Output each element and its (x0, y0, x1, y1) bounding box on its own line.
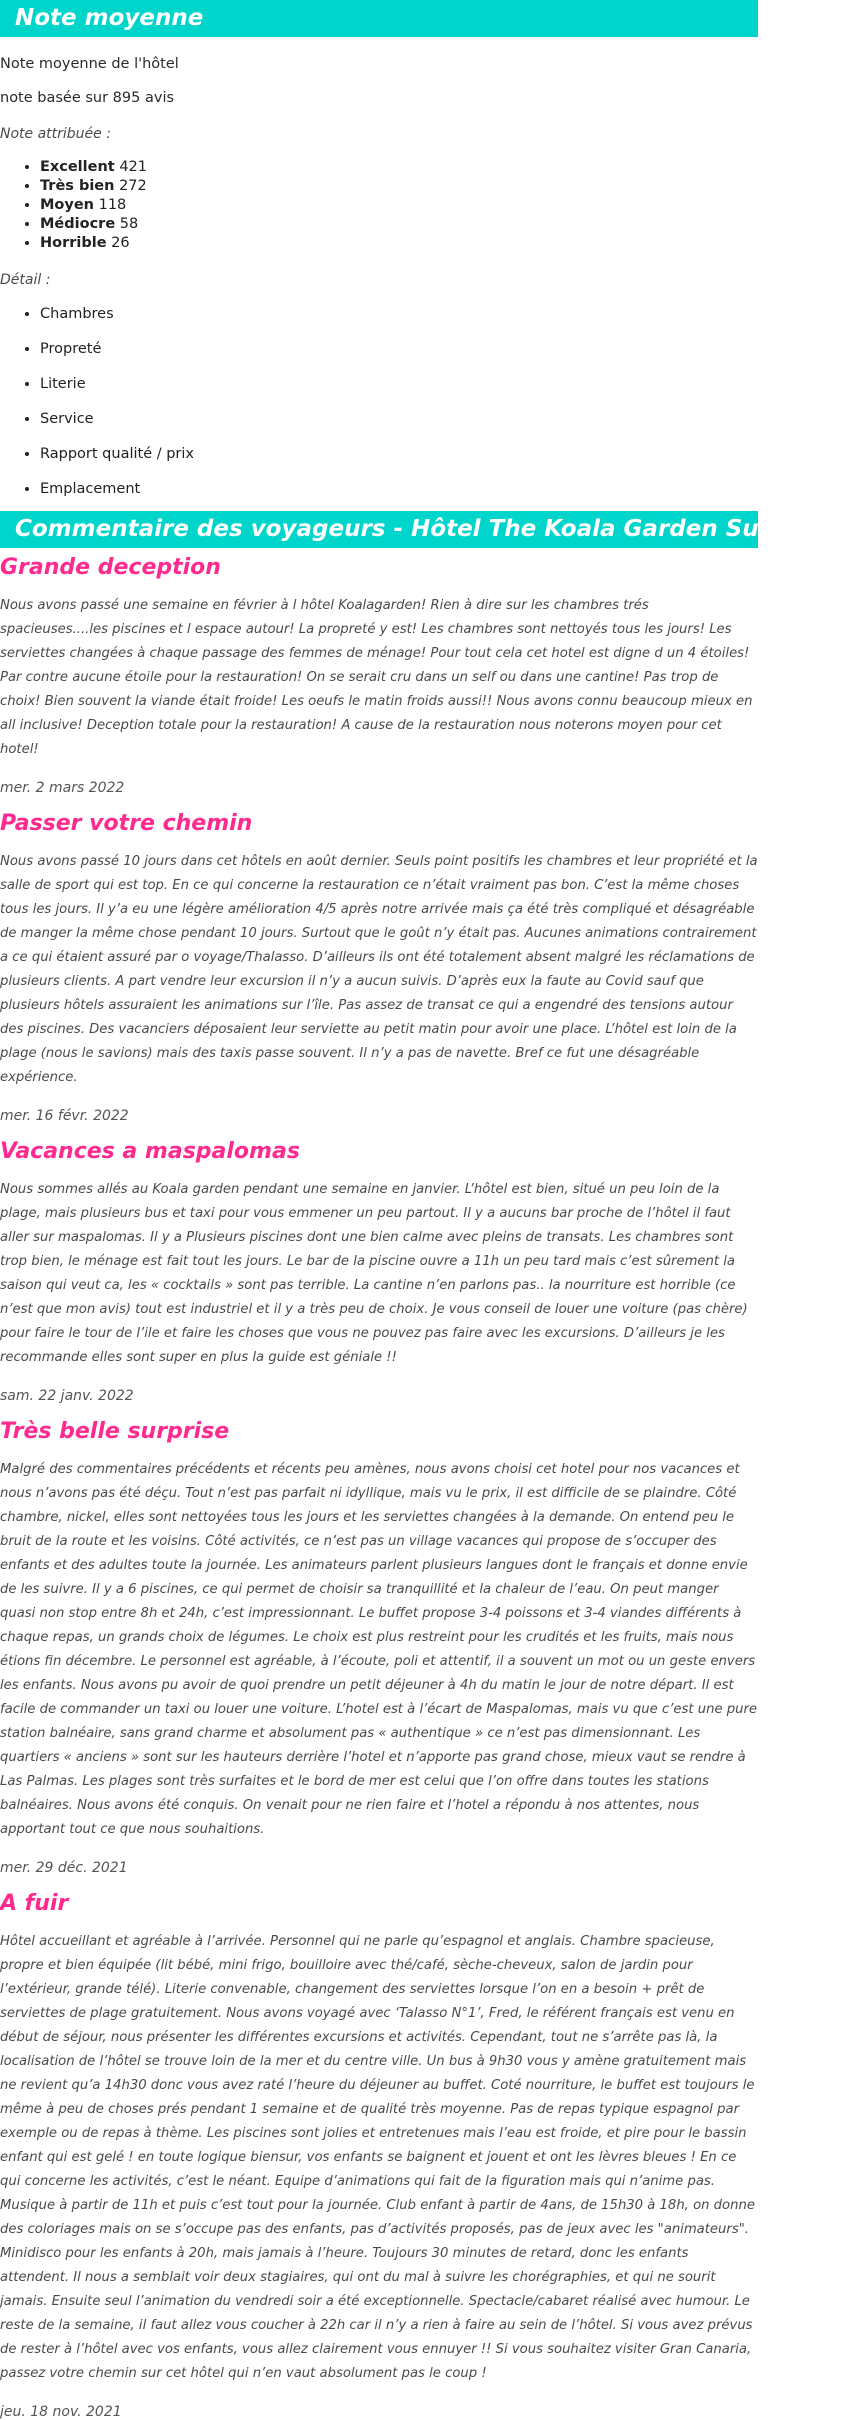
rating-count: 421 (119, 159, 148, 175)
detail-item-emplacement: • Emplacement (40, 479, 758, 499)
review (0, 1890, 758, 2420)
rating-label: Très bien (40, 178, 115, 194)
review-body: Nous avons passé 10 jours dans cet hôtels en août dernier. Seuls point positifs les chambres et leur propriété et la salle de sport qui est top. En ce qui concerne la restauration ce n’était vraiment pas bon. C’est la même choses tous les jours. Il y’a eu une légère amélioration 4/5 après notre arrivée mais ça été très compliqué et désagréable de manger la même chose pendant 10 jours. Surtout que le goût n’y était pas. Aucunes animations contrairement a ce qui étaient assuré par o voyage/Thalasso. D’ailleurs ils ont été totalement absent malgré les réclamations de plusieurs clients. A part vendre leur excursion il n’y a aucun suivis. D’après eux la faute au Covid sauf que plusieurs hôtels assuraient les animations sur l’île. Pas assez de transat ce qui a engendré des tensions autour des piscines. Des vacanciers déposaient leur serviette au petit matin pour avoir une place. L’hôtel est loin de la plage (nous le savions) mais des taxis passe souvent. Il n’y a pas de navette. Bref ce fut une désagréable expérience. (0, 854, 758, 1085)
rating-count: 58 (119, 216, 139, 232)
review-body: Hôtel accueillant et agréable à l’arrivée. Personnel qui ne parle qu’espagnol et anglais. Chambre spacieuse, propre et bien équipée (lit bébé, mini frigo, bouilloire avec thé/café, sèche-cheveux, salon de jardin pour l’extérieur, grande télé). Literie convenable, changement des serviettes lorsque l’on en a besoin + prêt de serviettes de plage gratuitement. Nous avons voyagé avec ‘Talasso N°1’, Fred, le référent français est venu en début de séjour, nous présenter les différentes excursions et activités. Cependant, tout ne s’arrête pas là, la localisation de l’hôtel se trouve loin de la mer et du centre ville. Un bus à 9h30 vous y amène gratuitement mais ne revient qu’a 14h30 donc vous avez raté l’heure du déjeuner au buffet. Coté nourriture, le buffet est toujours le même à peu de choses prés pendant 1 semaine et de qualité très moyenne. Pas de repas typique espagnol par exemple ou de repas à thème. Les piscines sont jolies et entretenues mais l’eau est froide, et pire pour le bassin enfant qui est gelé ! en toute logique biensur, vos enfants se baignent et jouent et ont les lèvres bleues ! En ce qui concerne les activités, c’est le néant. Equipe d’animations qui fait de la figuration mais qui n’anime pas. Musique à partir de 11h et puis c’est tout pour la journée. Club enfant à partir de 4ans, de 15h30 à 18h, on donne des coloriages mais on se s’occupe pas des enfants, pas d’activités proposés, pas de jeux avec les "animateurs". Minidisco pour les enfants à 20h, mais jamais à l’heure. Toujours 30 minutes de retard, donc les enfants attendent. Il nous a semblait voir deux stagiaires, qui ont du mal à suivre les chorégraphies, et qui ne sourit jamais. Ensuite seul l’animation du vendredi soir a été exceptionnelle. Spectacle/cabaret réalisé avec humour. Le reste de la semaine, il faut allez vous coucher à 22h car il n’y a rien à faire au sein de l’hôtel. Si vous avez prévus de rester à l’hôtel avec vos enfants, vous allez clairement vous ennuyer !! Si vous souhaitez visiter Gran Canaria, passez votre chemin sur cet hôtel qui n’en vaut absolument pas le coup ! (0, 1934, 755, 2381)
rating-label: Médiocre (40, 216, 116, 232)
rating-item-horrible (40, 234, 758, 253)
rating-label: Excellent (40, 159, 115, 175)
rating-label: Moyen (40, 197, 94, 213)
detail-item-proprete: • Propreté (40, 339, 758, 359)
review-title: Grande deception (0, 555, 221, 580)
rating-label: Horrible (40, 235, 107, 251)
rating-detail-list (0, 304, 758, 499)
reviews-section-title: Commentaire des voyageurs - Hôtel The Koala Garden Suites 4* (0, 511, 758, 548)
rating-count: 118 (98, 197, 127, 213)
review-title: A fuir (0, 1891, 69, 1916)
reviews-count: note basée sur 895 avis (0, 90, 175, 106)
rating-count: 26 (111, 235, 130, 251)
rating-item-mediocre (40, 215, 758, 234)
rating-block (0, 54, 758, 499)
rating-section-title: Note moyenne (0, 0, 758, 37)
review-body: Nous sommes allés au Koala garden pendant une semaine en janvier. L’hôtel est bien, situé un peu loin de la plage, mais plusieurs bus et taxi pour vous emmener un peu partout. Il y a aucuns bar proche de l’hôtel il faut aller sur maspalomas. Il y a Plusieurs piscines dont une bien calme avec pleins de transats. Les chambres sont trop bien, le ménage est fait tout les jours. Le bar de la piscine ouvre a 11h un peu tard mais c’est sûrement la saison qui veut ca, les « cocktails » sont pas terrible. La cantine n’en parlons pas.. la nourriture est horrible (ce n’est que mon avis) tout est industriel et il y a très peu de choix. Je vous conseil de louer une voiture (pas chère) pour faire le tour de l’ile et faire les choses que vous ne pouvez pas faire avec les excursions. D’ailleurs je les recommande elles sont super en plus la guide est géniale !! (0, 1182, 748, 1365)
rating-item-excellent (40, 158, 758, 177)
attributed-label: Note attribuée : (0, 126, 111, 142)
detail-item-chambres: • Chambres (40, 304, 758, 324)
review-date: mer. 29 déc. 2021 (0, 1860, 128, 1876)
detail-item-rapport-qualite-prix: • Rapport qualité / prix (40, 444, 758, 464)
rating-breakdown-list (0, 158, 758, 253)
hotel-rating-label: Note moyenne de l'hôtel (0, 56, 179, 72)
detail-item-literie: • Literie (40, 374, 758, 394)
detail-label: Détail : (0, 272, 51, 288)
review-body: Malgré des commentaires précédents et récents peu amènes, nous avons choisi cet hotel pour nos vacances et nous n’avons pas été déçu. Tout n’est pas parfait ni idyllique, mais vu le prix, il est difficile de se plaindre. Côté chambre, nickel, elles sont nettoyées tous les jours et les serviettes changées à la demande. On entend peu le bruit de la route et les voisins. Côté activités, ce n’est pas un village vacances qui propose de s’occuper des enfants et des adultes toute la journée. Les animateurs parlent plusieurs langues dont le français et donne envie de les suivre. Il y a 6 piscines, ce qui permet de choisir sa tranquillité et la chaleur de l’eau. On peut manger quasi non stop entre 8h et 24h, c’est impressionnant. Le buffet propose 3-4 poissons et 3-4 viandes différents à chaque repas, un grands choix de légumes. Le choix est plus restreint pour les crudités et les fruits, mais nous étions fin décembre. Le personnel est agréable, à l’écoute, poli et attentif, il a souvent un mot ou un geste envers les enfants. Nous avons pu avoir de quoi prendre un petit déjeuner à 4h du matin le jour de notre départ. Il est facile de commander un taxi ou louer une voiture. L’hotel est à l’écart de Maspalomas, mais vu que c’est une pure station balnéaire, sans grand charme et absolument pas « authentique » ce n’est pas dimensionnant. Les quartiers « anciens » sont sur les hauteurs derrière l’hotel et n’apporte pas grand chose, mieux vaut se rendre à Las Palmas. Les plages sont très surfaites et le bord de mer est celui que l’on offre dans toutes les stations balnéaires. Nous avons été conquis. On venait pour ne rien faire et l’hotel a répondu à nos attentes, nous apportant tout ce que nous souhaitions. (0, 1462, 758, 1837)
review-date: mer. 16 févr. 2022 (0, 1108, 129, 1124)
review-body: Nous avons passé une semaine en février à l hôtel Koalagarden! Rien à dire sur les chambres trés spacieuses....les piscines et l espace autour! La propreté y est! Les chambres sont nettoyés tous les jours! Les serviettes changées à chaque passage des femmes de ménage! Pour tout cela cet hotel est digne d un 4 étoiles! Par contre aucune étoile pour la restauration! On se serait cru dans un self ou dans une cantine! Pas trop de choix! Bien souvent la viande était froide! Les oeufs le matin froids aussi!! Nous avons connu beaucoup mieux en all inclusive! Deception totale pour la restauration! A cause de la restauration nous noterons moyen pour cet hotel! (0, 598, 753, 757)
review-date: sam. 22 janv. 2022 (0, 1388, 134, 1404)
detail-item-service: • Service (40, 409, 758, 429)
review-title: Vacances a maspalomas (0, 1139, 300, 1164)
review (0, 554, 758, 796)
rating-count: 272 (119, 178, 147, 194)
review-date: mer. 2 mars 2022 (0, 780, 125, 796)
rating-item-moyen (40, 196, 758, 215)
review-title: Passer votre chemin (0, 811, 253, 836)
reviews-list (0, 554, 758, 2420)
rating-item-tres-bien (40, 177, 758, 196)
review (0, 810, 758, 1124)
review-title: Très belle surprise (0, 1419, 230, 1444)
review (0, 1418, 758, 1876)
review (0, 1138, 758, 1404)
review-date: jeu. 18 nov. 2021 (0, 2404, 122, 2420)
